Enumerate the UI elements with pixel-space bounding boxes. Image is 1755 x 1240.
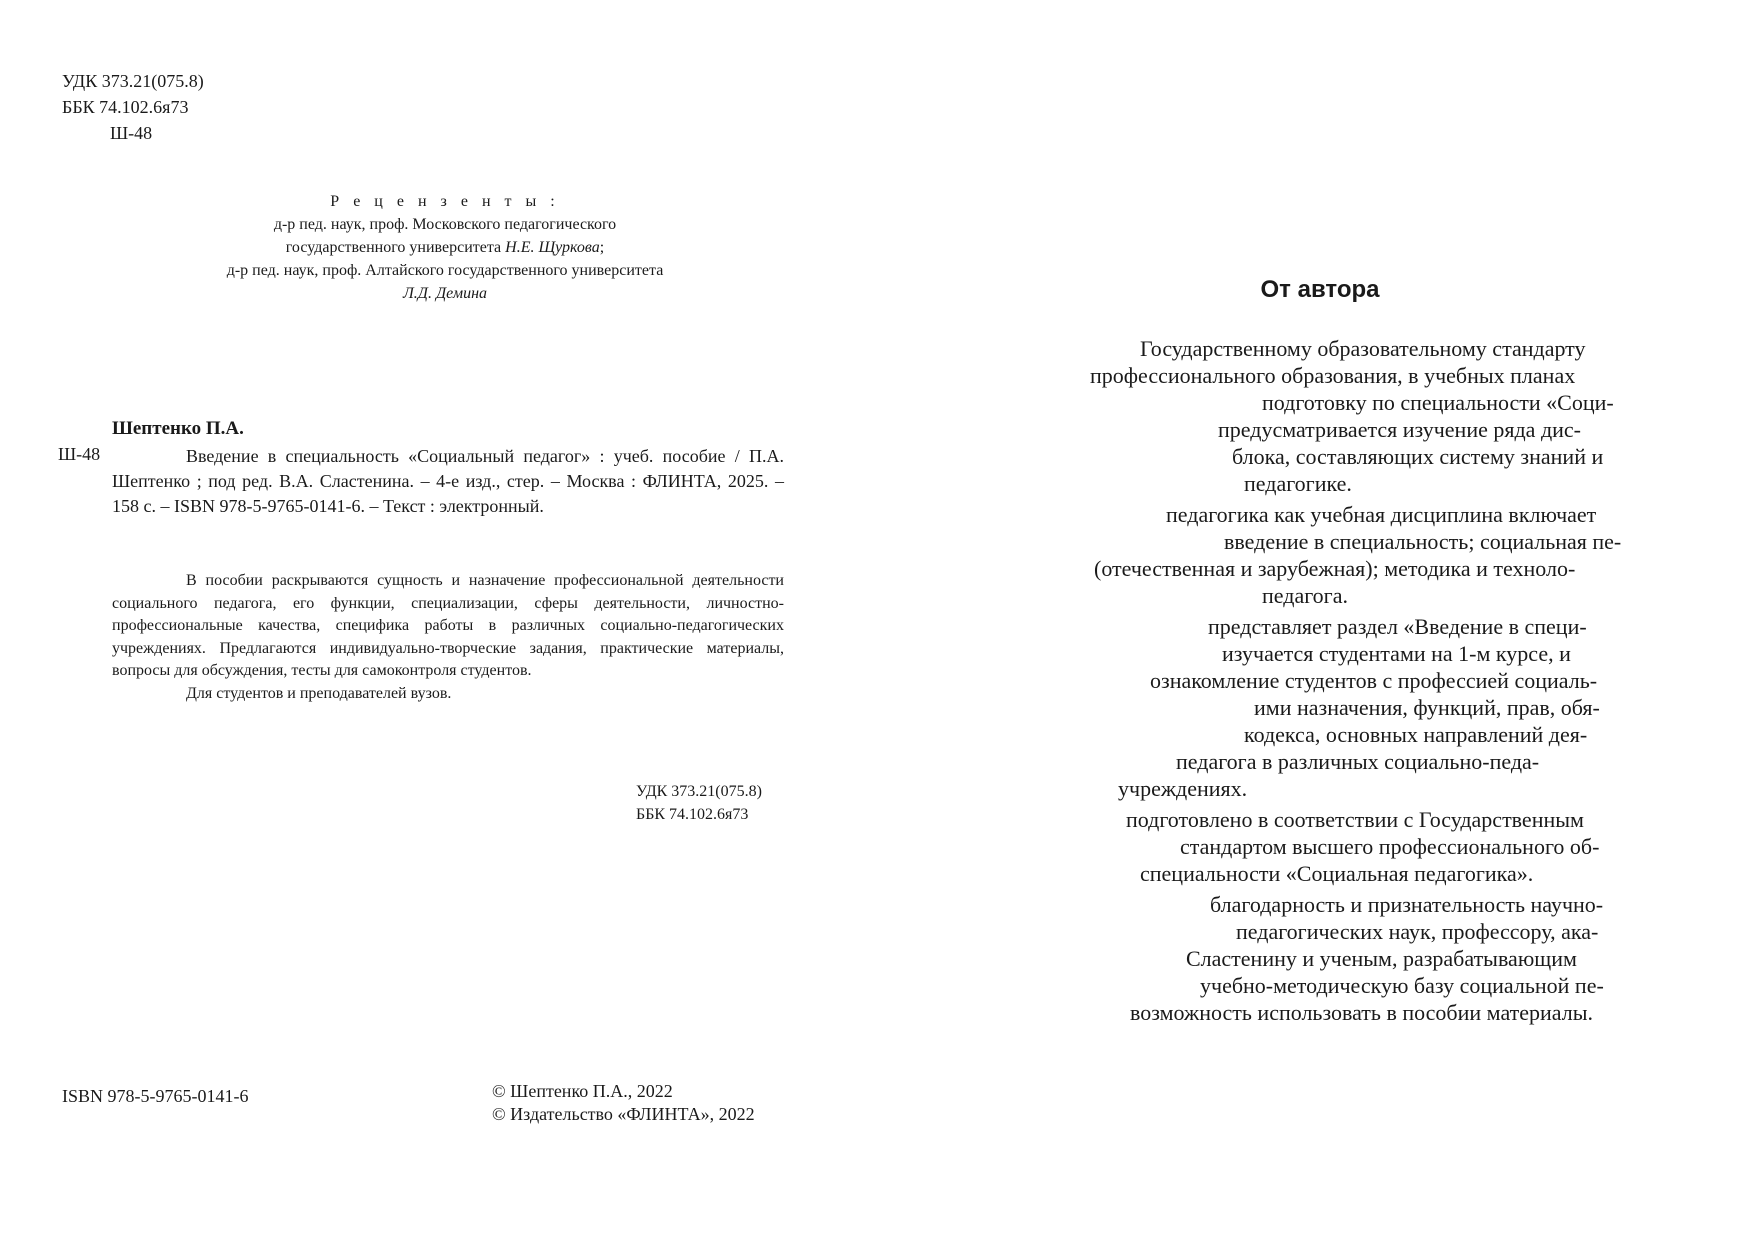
preface-line: педагога. — [1262, 583, 1348, 608]
reviewers-heading: Р е ц е н з е н т ы : — [330, 193, 560, 210]
preface-line: ими назначения, функций, прав, обя- — [1254, 695, 1600, 720]
preface-line: педагогике. — [1244, 471, 1352, 496]
preface-line: педагога в различных социально-педа- — [1176, 749, 1540, 774]
reviewer-2-line: д-р пед. наук, проф. Алтайского государственного университета — [226, 262, 664, 279]
reviewer-1-affiliation — [120, 236, 770, 259]
preface-line: учебно-методическую базу социальной пе- — [1200, 973, 1604, 998]
reviewers-block — [120, 190, 770, 305]
reviewer-2-name: Л.Д. Демина — [402, 285, 488, 302]
preface-line: Сластенину и ученым, разрабатывающим — [1186, 946, 1577, 971]
preface-line: стандартом высшего профессионального об- — [1180, 834, 1600, 859]
bbk-code-bottom: ББК 74.102.6я73 — [636, 806, 749, 823]
bib-code: Ш-48 — [58, 444, 101, 464]
preface-line: благодарность и признательность научно- — [1210, 892, 1604, 917]
preface-line: представляет раздел «Введение в специ- — [1208, 614, 1587, 639]
preface-line: кодекса, основных направлений дея- — [1244, 722, 1588, 747]
preface-line: педагогика как учебная дисциплина включает — [1166, 502, 1597, 527]
preface-line: подготовку по специальности «Соци- — [1262, 390, 1614, 415]
classification-codes-bottom — [636, 780, 762, 826]
preface-line: введение в специальность; социальная пе- — [1224, 529, 1622, 554]
preface-line: блока, составляющих систему знаний и — [1232, 444, 1604, 469]
author-name: Шептенко П.А. — [112, 418, 244, 439]
preface-line: (отечественная и зарубежная); методика и техноло- — [1094, 556, 1576, 581]
reviewer-1-suffix: ; — [599, 239, 605, 256]
preface-line: изучается студентами на 1-м курсе, и — [1222, 641, 1571, 666]
preface-line: Государственному образовательному стандарту — [1140, 336, 1586, 361]
udk-code: УДК 373.21(075.8) — [62, 71, 204, 91]
preface-title: От автора — [1260, 276, 1380, 303]
copyright-block — [492, 1080, 755, 1126]
abstract-text: В пособии раскрываются сущность и назначение профессиональной деятельности социального педагога, его функции, специализации, сферы деятельности, личностно-профессиональные качества, специфика работы в различных социально-педагогических учреждениях. Предлагаются индивидуально-творческие задания, практические материалы, вопросы для обсуждения, тесты для самоконтроля студентов. — [112, 572, 784, 679]
preface-line: ознакомление студентов с профессией социаль- — [1150, 668, 1598, 693]
udk-code-bottom: УДК 373.21(075.8) — [636, 783, 762, 800]
preface-line: специальности «Социальная педагогика». — [1140, 861, 1534, 886]
copyright-author: © Шептенко П.А., 2022 — [492, 1081, 673, 1101]
reviewer-1-university: государственного университета — [285, 239, 506, 256]
classification-codes — [62, 68, 204, 146]
abstract — [112, 570, 784, 705]
author-sign: Ш-48 — [110, 123, 153, 143]
preface-line: профессионального образования, в учебных планах — [1090, 363, 1576, 388]
bibliographic-description: Введение в специальность «Социальный педагог» : учеб. пособие / П.А. Шептенко ; под ред. В.А. Сластенина. – 4-е изд., стер. – Москва : ФЛИНТА, 2025. – 158 с. – ISBN 978-5-9765-0141-6. – Текст : электронный. — [112, 446, 784, 516]
isbn: ISBN 978-5-9765-0141-6 — [62, 1086, 249, 1106]
preface-line: учреждениях. — [1118, 776, 1248, 801]
bbk-code: ББК 74.102.6я73 — [62, 97, 189, 117]
copyright-publisher: © Издательство «ФЛИНТА», 2022 — [492, 1104, 755, 1124]
preface-line: предусматривается изучение ряда дис- — [1218, 417, 1581, 442]
preface-line: педагогических наук, профессору, ака- — [1236, 919, 1599, 944]
audience-text: Для студентов и преподавателей вузов. — [186, 684, 452, 702]
preface-line: подготовлено в соответствии с Государственным — [1126, 807, 1584, 832]
reviewer-1-line: д-р пед. наук, проф. Московского педагогического — [273, 216, 617, 233]
preface-line: возможность использовать в пособии материалы. — [1130, 1000, 1594, 1025]
reviewer-1-name: Н.Е. Щуркова — [505, 239, 600, 256]
